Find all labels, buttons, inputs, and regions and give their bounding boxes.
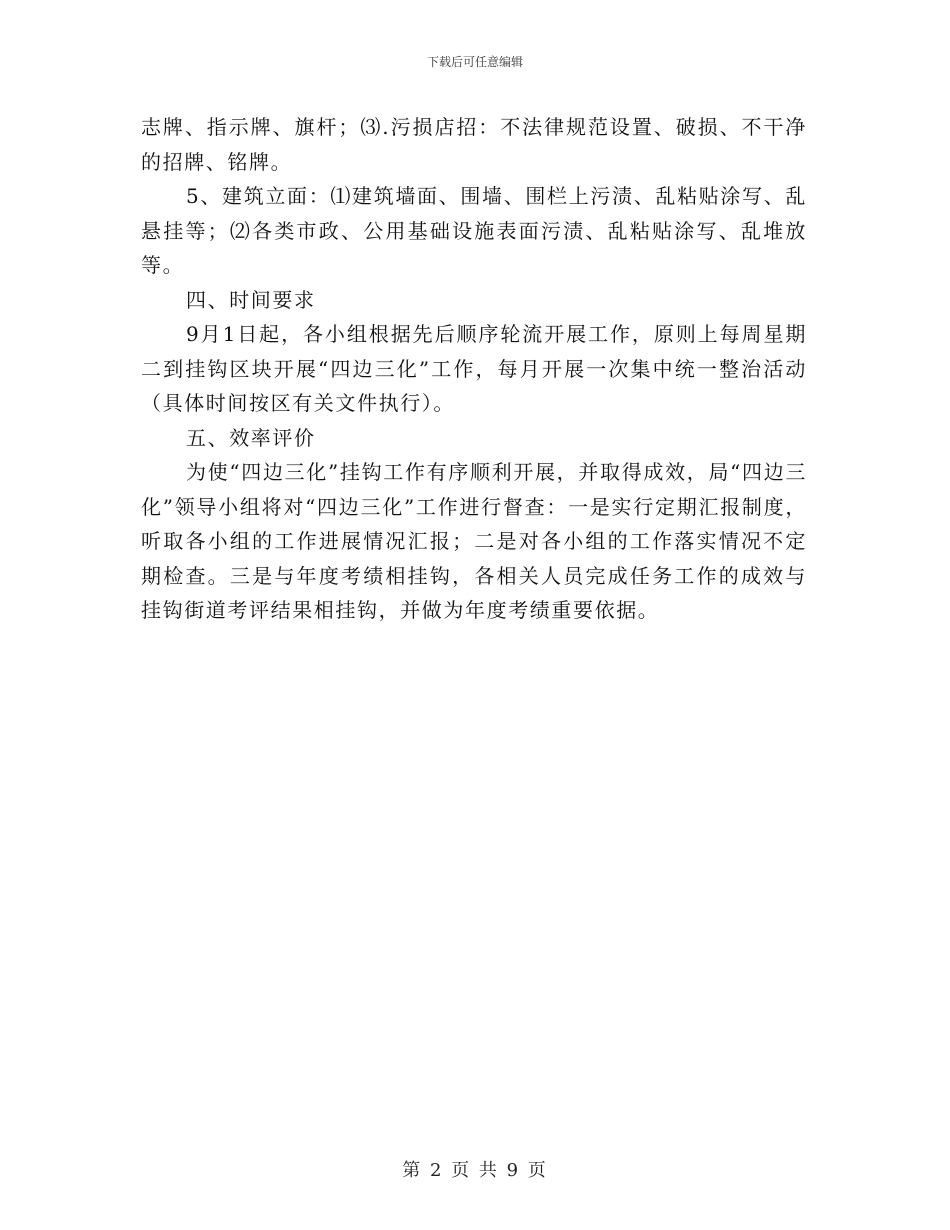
- page-header-note: 下载后可任意编辑: [426, 55, 523, 69]
- paragraph-evaluation: 为使“四边三化”挂钩工作有序顺利开展，并取得成效，局“四边三化”领导小组将对“四边三化”工作进行督查：一是实行定期汇报制度，听取各小组的工作进展情况汇报；二是对各小组的工作落实情况不定期检查。三是与年度考绩相挂钩，各相关人员完成任务工作的成效与挂钩街道考评结果相挂钩，并做为年度考绩重要依据。: [141, 460, 807, 622]
- paragraph-time-requirements: 9月1日起，各小组根据先后顺序轮流开展工作，原则上每周星期二到挂钩区块开展“四边三化”工作，每月开展一次集中统一整治活动（具体时间按区有关文件执行）。: [141, 322, 807, 415]
- paragraph-building-facade: 5、建筑立面：⑴建筑墙面、围墙、围栏上污渍、乱粘贴涂写、乱悬挂等；⑵各类市政、公用基础设施表面污渍、乱粘贴涂写、乱堆放等。: [141, 184, 807, 277]
- page-number: 第 2 页 共 9 页: [402, 1160, 548, 1181]
- paragraph-continuation: 志牌、指示牌、旗杆；⑶.污损店招：不法律规范设置、破损、不干净的招牌、铭牌。: [141, 115, 807, 174]
- section-heading-evaluation: 五、效率评价: [186, 425, 316, 450]
- section-heading-time: 四、时间要求: [186, 287, 316, 312]
- document-body: [141, 110, 807, 628]
